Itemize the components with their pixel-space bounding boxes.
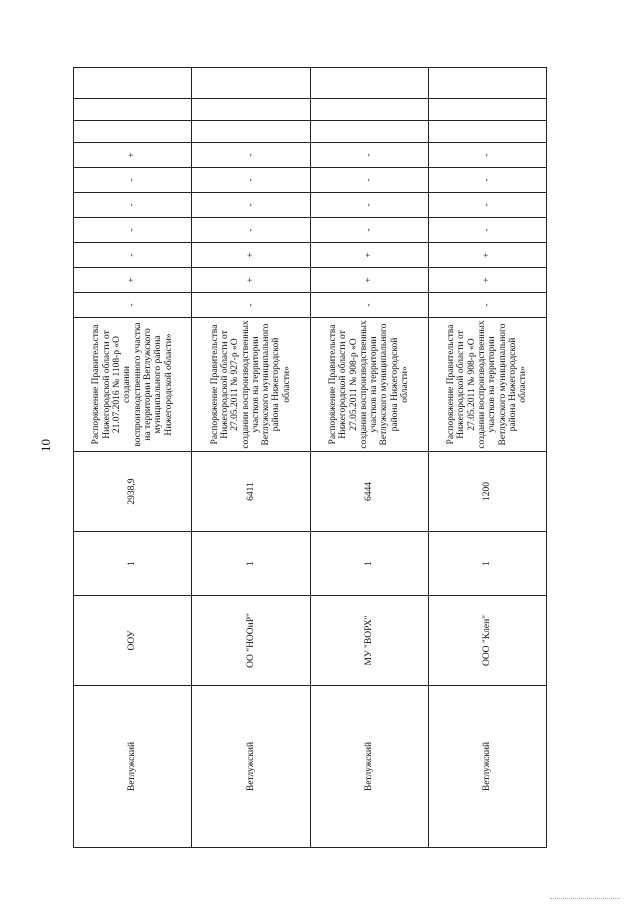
mark-cell	[74, 121, 192, 143]
mark-cell: +	[192, 268, 310, 293]
district-cell: Ветлужский	[192, 686, 310, 848]
mark-cell	[428, 99, 546, 121]
count-cell: 1	[192, 532, 310, 596]
mark-cell: -	[428, 293, 546, 318]
mark-cell: -	[74, 293, 192, 318]
mark-cell: -	[74, 218, 192, 243]
page-number: 10	[38, 439, 53, 452]
rotated-table-wrapper	[73, 68, 547, 848]
district-cell: Ветлужский	[428, 686, 546, 848]
area-cell: 6444	[310, 452, 428, 532]
mark-cell: -	[428, 168, 546, 193]
organization-cell: ОО "НООиР"	[192, 596, 310, 686]
mark-cell: -	[192, 168, 310, 193]
mark-cell: -	[310, 168, 428, 193]
mark-cell: -	[74, 168, 192, 193]
mark-cell	[428, 121, 546, 143]
mark-cell: -	[74, 243, 192, 268]
count-cell: 1	[310, 532, 428, 596]
mark-cell: -	[192, 143, 310, 168]
mark-cell: -	[192, 193, 310, 218]
mark-cell: -	[310, 218, 428, 243]
table-row	[74, 68, 192, 848]
mark-cell: +	[74, 143, 192, 168]
area-cell: 1200	[428, 452, 546, 532]
mark-cell	[74, 68, 192, 99]
data-table	[73, 67, 547, 848]
count-cell: 1	[74, 532, 192, 596]
table-row	[428, 68, 546, 848]
mark-cell: -	[192, 218, 310, 243]
organization-cell: МУ "ВОРХ"	[310, 596, 428, 686]
document-cell: Распоряжение Правительства Нижегородской области от 21.07.2016 № 1108-р «О создании воспроизводственного участка на территории Ветлужского муниципального района Нижегородской области»	[74, 318, 192, 452]
mark-cell: -	[310, 193, 428, 218]
mark-cell: -	[428, 143, 546, 168]
mark-cell	[192, 68, 310, 99]
document-cell: Распоряжение Правительства Нижегородской области от 27.05.2011 № 908-р «О создании воспроизводственных участков на территории Ветлужского муниципального района Нижегородской области»	[428, 318, 546, 452]
table-row	[192, 68, 310, 848]
mark-cell	[310, 99, 428, 121]
area-cell: 2938,9	[74, 452, 192, 532]
area-cell: 6411	[192, 452, 310, 532]
document-cell: Распоряжение Правительства Нижегородской области от 27.05.2011 № 927-р «О создании воспроизводственных участков на территории Ветлужского муниципального района Нижегородской области»	[192, 318, 310, 452]
mark-cell: +	[428, 268, 546, 293]
table-row	[310, 68, 428, 848]
mark-cell	[428, 68, 546, 99]
mark-cell: -	[192, 293, 310, 318]
mark-cell	[310, 68, 428, 99]
organization-cell: ООУ	[74, 596, 192, 686]
mark-cell: +	[310, 243, 428, 268]
mark-cell: +	[74, 268, 192, 293]
count-cell: 1	[428, 532, 546, 596]
mark-cell: -	[428, 193, 546, 218]
mark-cell: -	[310, 293, 428, 318]
mark-cell	[192, 99, 310, 121]
district-cell: Ветлужский	[310, 686, 428, 848]
mark-cell	[310, 121, 428, 143]
district-cell: Ветлужский	[74, 686, 192, 848]
mark-cell	[74, 99, 192, 121]
mark-cell: +	[428, 243, 546, 268]
mark-cell: +	[310, 268, 428, 293]
document-cell: Распоряжение Правительства Нижегородской области от 27.05.2011 № 908-р «О создании воспроизводственных участков на территории Ветлужского муниципального района Нижегородской области»	[310, 318, 428, 452]
mark-cell: -	[428, 218, 546, 243]
mark-cell: -	[310, 143, 428, 168]
organization-cell: ООО "Клен"	[428, 596, 546, 686]
mark-cell: +	[192, 243, 310, 268]
mark-cell: -	[74, 193, 192, 218]
scan-artifact	[550, 896, 620, 899]
mark-cell	[192, 121, 310, 143]
